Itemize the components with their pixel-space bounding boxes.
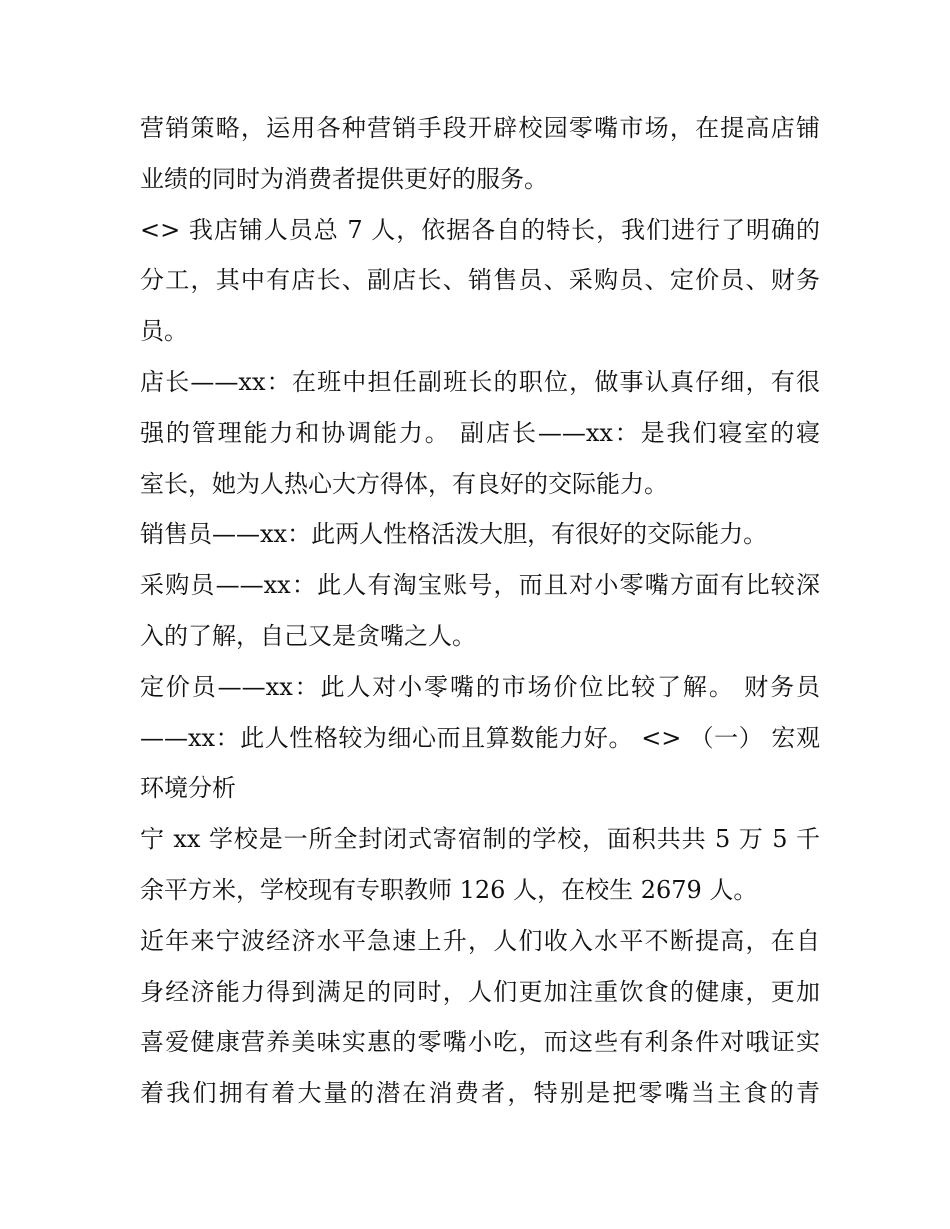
text-line: 近年来宁波经济水平急速上升，人们收入水平不断提高，在自 (140, 926, 820, 955)
document-body (140, 103, 820, 1119)
text-line: 定价员——xx：此人对小零嘴的市场价位比较了解。 财务员 (140, 672, 820, 701)
text-line: 采购员——xx：此人有淘宝账号，而且对小零嘴方面有比较深 (140, 571, 820, 600)
text-line: 身经济能力得到满足的同时，人们更加注重饮食的健康，更加 (140, 977, 820, 1006)
text-line: 着我们拥有着大量的潜在消费者，特别是把零嘴当主食的青 (140, 1079, 820, 1108)
text-line: 分工，其中有店长、副店长、销售员、采购员、定价员、财务 (140, 266, 820, 295)
text-line: 业绩的同时为消费者提供更好的服务。 (140, 164, 548, 193)
text-line: 室长，她为人热心大方得体，有良好的交际能力。 (140, 469, 668, 498)
text-line: 余平方米，学校现有专职教师 126 人，在校生 2679 人。 (140, 875, 758, 904)
text-line: 店长——xx：在班中担任副班长的职位，做事认真仔细，有很 (140, 367, 820, 396)
text-line: 强的管理能力和协调能力。 副店长——xx：是我们寝室的寝 (140, 418, 820, 447)
text-line: ——xx：此人性格较为细心而且算数能力好。 <> （一） 宏观 (140, 723, 820, 752)
text-line: 环境分析 (140, 774, 236, 803)
text-line: 宁 xx 学校是一所全封闭式寄宿制的学校，面积共共 5 万 5 千 (140, 825, 820, 854)
text-line: 营销策略，运用各种营销手段开辟校园零嘴市场，在提高店铺 (140, 114, 820, 142)
text-line: 员。 (140, 317, 188, 346)
text-line: <> 我店铺人员总 7 人，依据各自的特长，我们进行了明确的 (140, 215, 820, 244)
text-line: 入的了解，自己又是贪嘴之人。 (140, 621, 476, 650)
text-line: 销售员——xx：此两人性格活泼大胆，有很好的交际能力。 (140, 520, 768, 549)
text-line: 喜爱健康营养美味实惠的零嘴小吃，而这些有利条件对哦证实 (140, 1028, 820, 1057)
